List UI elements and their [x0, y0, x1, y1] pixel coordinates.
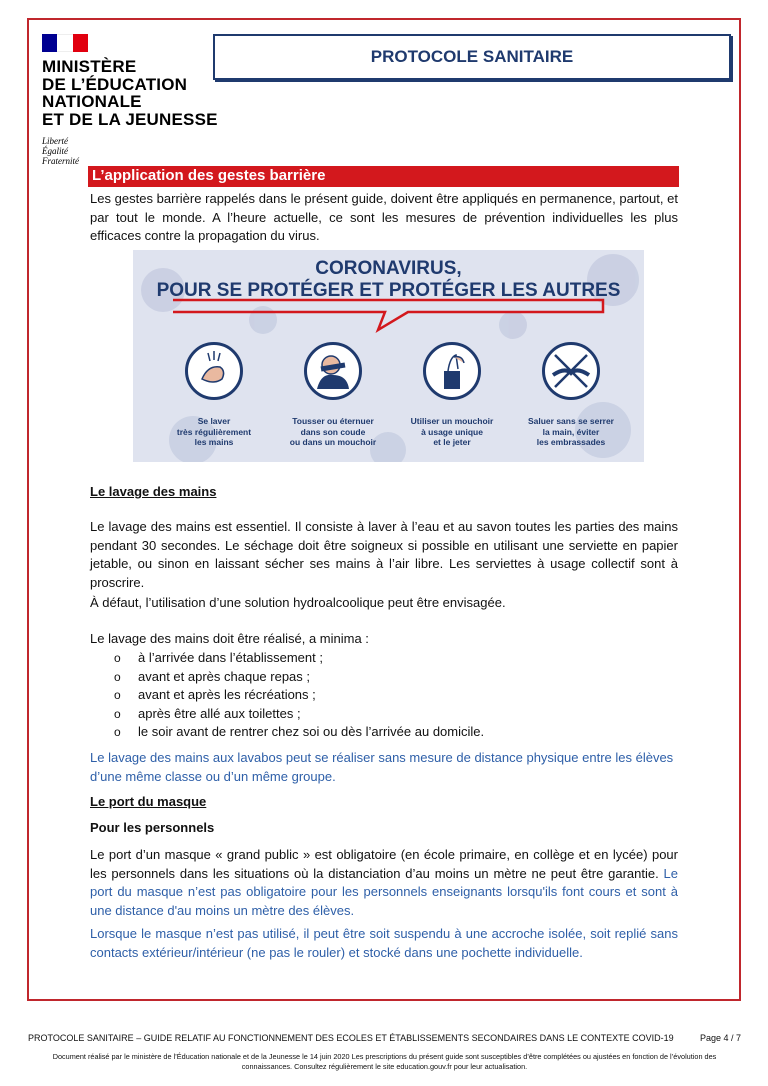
tissue-bin-icon	[423, 342, 481, 400]
label-line: à usage unique	[421, 426, 483, 437]
footer-note	[28, 1052, 741, 1072]
french-flag-icon	[42, 34, 88, 52]
label-line: Se laver	[197, 416, 231, 426]
infographic-title-line2: POUR SE PROTÉGER ET PROTÉGER LES AUTRES	[156, 280, 621, 301]
ministry-line: NATIONALE	[42, 92, 142, 111]
label-line: très régulièrement	[176, 426, 252, 437]
section-band	[88, 166, 679, 187]
section-title: L’application des gestes barrière	[92, 167, 326, 184]
infographic-label	[512, 416, 630, 448]
infographic-label	[274, 416, 392, 448]
handwashing-note: Le lavage des mains aux lavabos peut se réaliser sans mesure de distance physique entre les élèves d’une même classe ou d’un même groupe.	[90, 750, 674, 784]
page-title: PROTOCOLE SANITAIRE	[370, 47, 574, 66]
footer-note-line: Document réalisé par le ministère de l’Éducation nationale et de la Jeunesse le 14 juin 2020 Les prescriptions du présent guide sont susceptibles d’être complétées ou ajustées en fonction de l’évolution des	[52, 1052, 717, 1061]
handwashing-list	[90, 649, 678, 742]
label-line: dans son coude	[300, 426, 366, 437]
page-number: Page 4 / 7	[699, 1033, 741, 1043]
handwashing-alternative: À défaut, l’utilisation d’une solution hydroalcoolique peut être envisagée.	[90, 595, 506, 610]
label-line: les mains	[194, 437, 234, 447]
label-line: et le jeter	[433, 437, 471, 447]
list-item: o à l’arrivée dans l’établissement ;	[90, 649, 678, 668]
handwashing-icon	[185, 342, 243, 400]
ministry-name	[42, 58, 222, 128]
motto-line: Fraternité	[42, 156, 79, 166]
motto-line: Liberté	[42, 136, 68, 146]
list-item: o avant et après les récréations ;	[90, 686, 678, 705]
label-line: Utiliser un mouchoir	[410, 416, 494, 426]
mask-storage-note: Lorsque le masque n’est pas utilisé, il peut être soit suspendu à une accroche isolée, soit replié sans contacts extérieur/intérieur (ne pas le rouler) et stocké dans une pochette individuelle.	[90, 926, 678, 960]
handwashing-list-intro: Le lavage des mains doit être réalisé, a minima :	[90, 631, 369, 646]
header-box	[213, 34, 731, 80]
label-line: la main, éviter	[542, 426, 600, 437]
no-handshake-icon	[542, 342, 600, 400]
ministry-line: ET DE LA JEUNESSE	[42, 109, 218, 129]
list-item: o le soir avant de rentrer chez soi ou dès l’arrivée au domicile.	[90, 723, 678, 742]
ministry-line: DE L’ÉDUCATION	[42, 74, 188, 94]
motto-line: Égalité	[42, 146, 68, 156]
ministry-line: MINISTÈRE	[42, 57, 137, 76]
mask-paragraph-text: Le port d’un masque « grand public » est obligatoire (en école primaire, en collège et en lycée) pour les personnels dans les situations où la distanciation d’au moins un mètre ne peut être garantie.	[90, 847, 678, 881]
coronavirus-infographic	[133, 250, 644, 462]
cough-elbow-icon	[304, 342, 362, 400]
handwashing-heading: Le lavage des mains	[90, 484, 217, 499]
ministry-logo	[42, 34, 222, 166]
list-item: o avant et après chaque repas ;	[90, 668, 678, 687]
infographic-label	[393, 416, 511, 448]
republic-motto	[42, 136, 222, 166]
mask-subheading: Pour les personnels	[90, 820, 215, 835]
mask-heading: Le port du masque	[90, 794, 207, 809]
infographic-title-line1: CORONAVIRUS,	[315, 258, 462, 279]
handwashing-paragraph: Le lavage des mains est essentiel. Il consiste à laver à l’eau et au savon toutes les parties des mains pendant 30 secondes. Le séchage doit être soigneux si possible en utilisant une serviette en papier jetable, ou sinon en laissant sécher ses mains à l’air libre. Les serviettes à usage collectif sont à proscrire.	[90, 519, 678, 590]
intro-paragraph: Les gestes barrière rappelés dans le présent guide, doivent être appliqués en permanence, partout, et par tout le monde. A l’heure actuelle, ce sont les mesures de prévention individuelles les plus efficaces contre la propagation du virus.	[90, 191, 678, 243]
infographic-label	[155, 416, 273, 448]
mask-paragraph	[90, 846, 678, 920]
label-line: les embrassades	[536, 437, 606, 447]
list-item: o après être allé aux toilettes ;	[90, 705, 678, 724]
label-line: ou dans un mouchoir	[289, 437, 377, 447]
footer-note-line: connaissances. Consultez régulièrement le site education.gouv.fr pour leur actualisation.	[241, 1062, 528, 1071]
label-line: Saluer sans se serrer	[527, 416, 614, 426]
label-line: Tousser ou éternuer	[292, 416, 374, 426]
footer-document-title: PROTOCOLE SANITAIRE – GUIDE RELATIF AU FONCTIONNEMENT DES ECOLES ET ÉTABLISSEMENTS SECONDAIRES DANS LE CONTEXTE COVID-19	[28, 1033, 674, 1043]
mask-teacher-note: Le port du masque n’est pas obligatoire pour les personnels enseignants lorsqu'ils font cours et sont à une distance d'au moins un mètre des élèves.	[90, 865, 678, 918]
